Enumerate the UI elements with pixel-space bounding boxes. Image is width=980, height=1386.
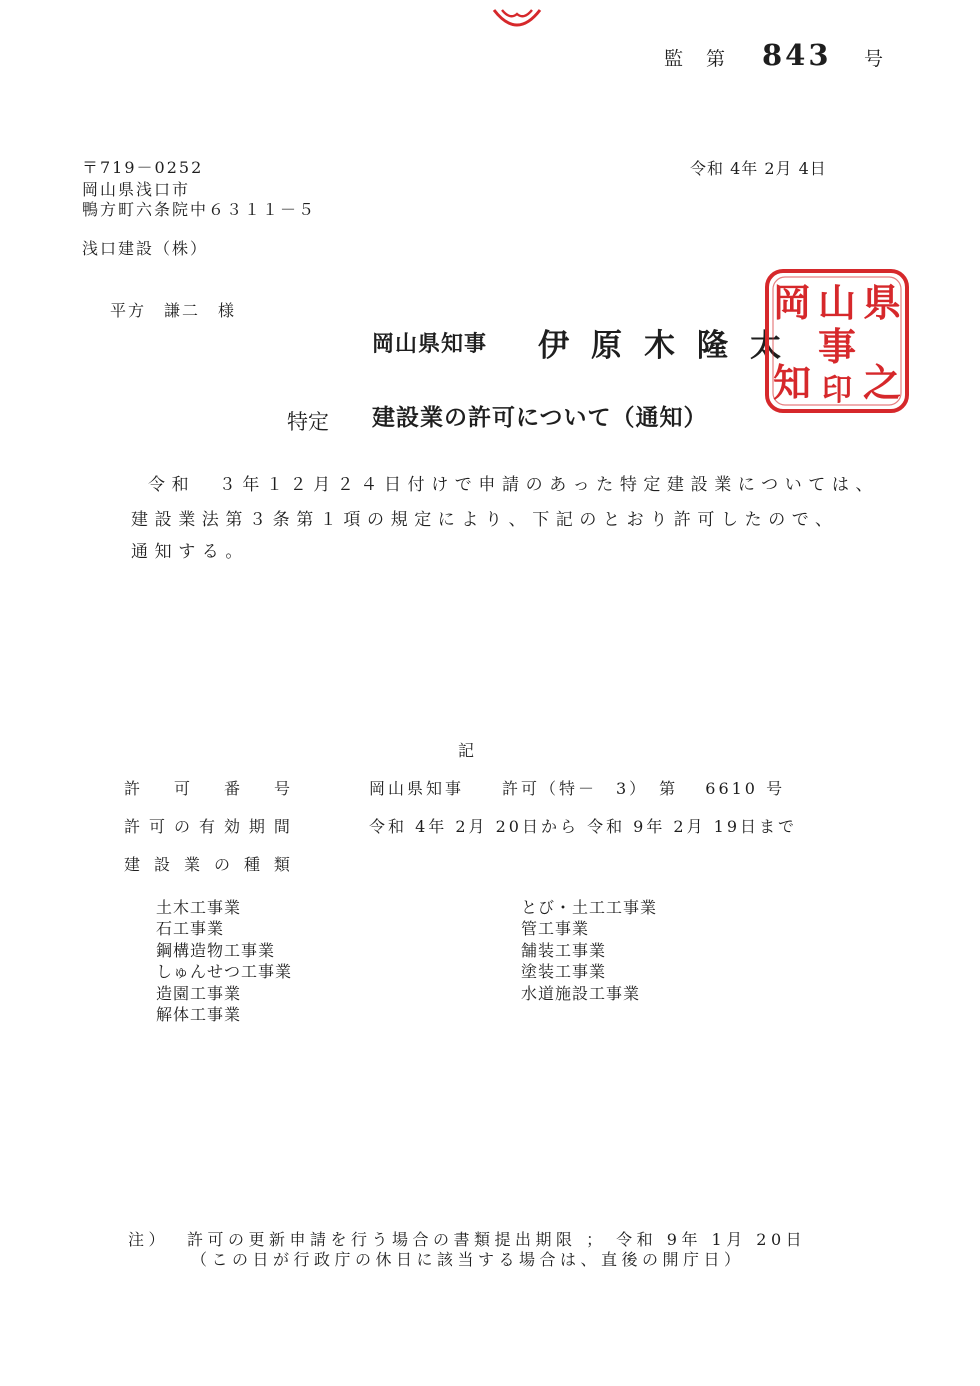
svg-text:県: 県 [862, 280, 902, 325]
company-name: 浅口建設（株） [82, 239, 209, 258]
permit-number-value: 岡山県知事 許可（特－ 3） 第 6610 号 [369, 779, 786, 798]
document-title: 建設業の許可について（通知） [372, 404, 708, 431]
trade-item: 水道施設工事業 [521, 983, 641, 1003]
svg-text:岡: 岡 [772, 280, 812, 325]
doc-number-kan: 監 [664, 48, 686, 70]
trade-item: 石工事業 [156, 919, 225, 939]
svg-text:山: 山 [817, 280, 857, 325]
trade-list-right [521, 897, 657, 1004]
title-prefix: 特定 [287, 410, 329, 434]
official-seal-stamp [764, 268, 910, 414]
note-line-1: 許可の更新申請を行う場合の書類提出期限 ； 令和 9年 1月 20日 [187, 1230, 807, 1249]
body-line-1: 令和 ３年１２月２４日付けで申請のあった特定建設業については、 [148, 475, 880, 495]
svg-text:事: 事 [817, 324, 857, 369]
trade-item: 土木工事業 [156, 898, 242, 917]
trade-item: 舗装工事業 [521, 940, 607, 960]
address-line-1: 岡山県浅口市 [82, 180, 191, 199]
top-seal-mark [490, 6, 544, 32]
ki-heading: 記 [458, 741, 475, 760]
trade-types-label: 建 設 業 の 種 類 [124, 855, 290, 874]
trade-item: 管工事業 [521, 919, 590, 939]
doc-number-go: 号 [864, 48, 886, 70]
validity-value: 令和 4年 2月 20日から 令和 9年 2月 19日まで [369, 817, 798, 836]
permit-number-label: 許 可 番 号 [124, 779, 290, 798]
issue-date: 令和 4年 2月 4日 [690, 159, 827, 178]
addressee-name: 平方 謙二 様 [110, 301, 237, 320]
trade-item: しゅんせつ工事業 [156, 962, 293, 982]
body-line-3: 通知する。 [131, 542, 249, 562]
trade-list-left [156, 897, 292, 1025]
body-line-2: 建設業法第３条第１項の規定により、下記のとおり許可したので、 [131, 510, 839, 530]
address-line-2: 鴨方町六条院中６３１１－５ [82, 200, 317, 219]
postal-code: 〒719－0252 [82, 158, 204, 177]
validity-label: 許 可 の 有 効 期 間 [124, 817, 290, 836]
doc-number-value: 843 [762, 38, 832, 72]
issuer-office: 岡山県知事 [372, 331, 488, 357]
issuer-name: 伊原木隆太 [538, 328, 803, 364]
trade-item: 解体工事業 [156, 1005, 242, 1025]
svg-text:印: 印 [822, 373, 852, 408]
trade-item: 造園工事業 [156, 983, 242, 1003]
svg-text:之: 之 [862, 360, 902, 405]
svg-text:知: 知 [772, 360, 812, 405]
note-line-2: （この日が行政庁の休日に該当する場合は、直後の開庁日） [191, 1250, 745, 1269]
trade-item: 鋼構造物工事業 [156, 940, 276, 960]
doc-number-dai: 第 [706, 48, 728, 70]
trade-item: とび・土工工事業 [521, 898, 658, 917]
trade-item: 塗装工事業 [521, 962, 607, 982]
note-prefix: 注） [128, 1230, 170, 1249]
